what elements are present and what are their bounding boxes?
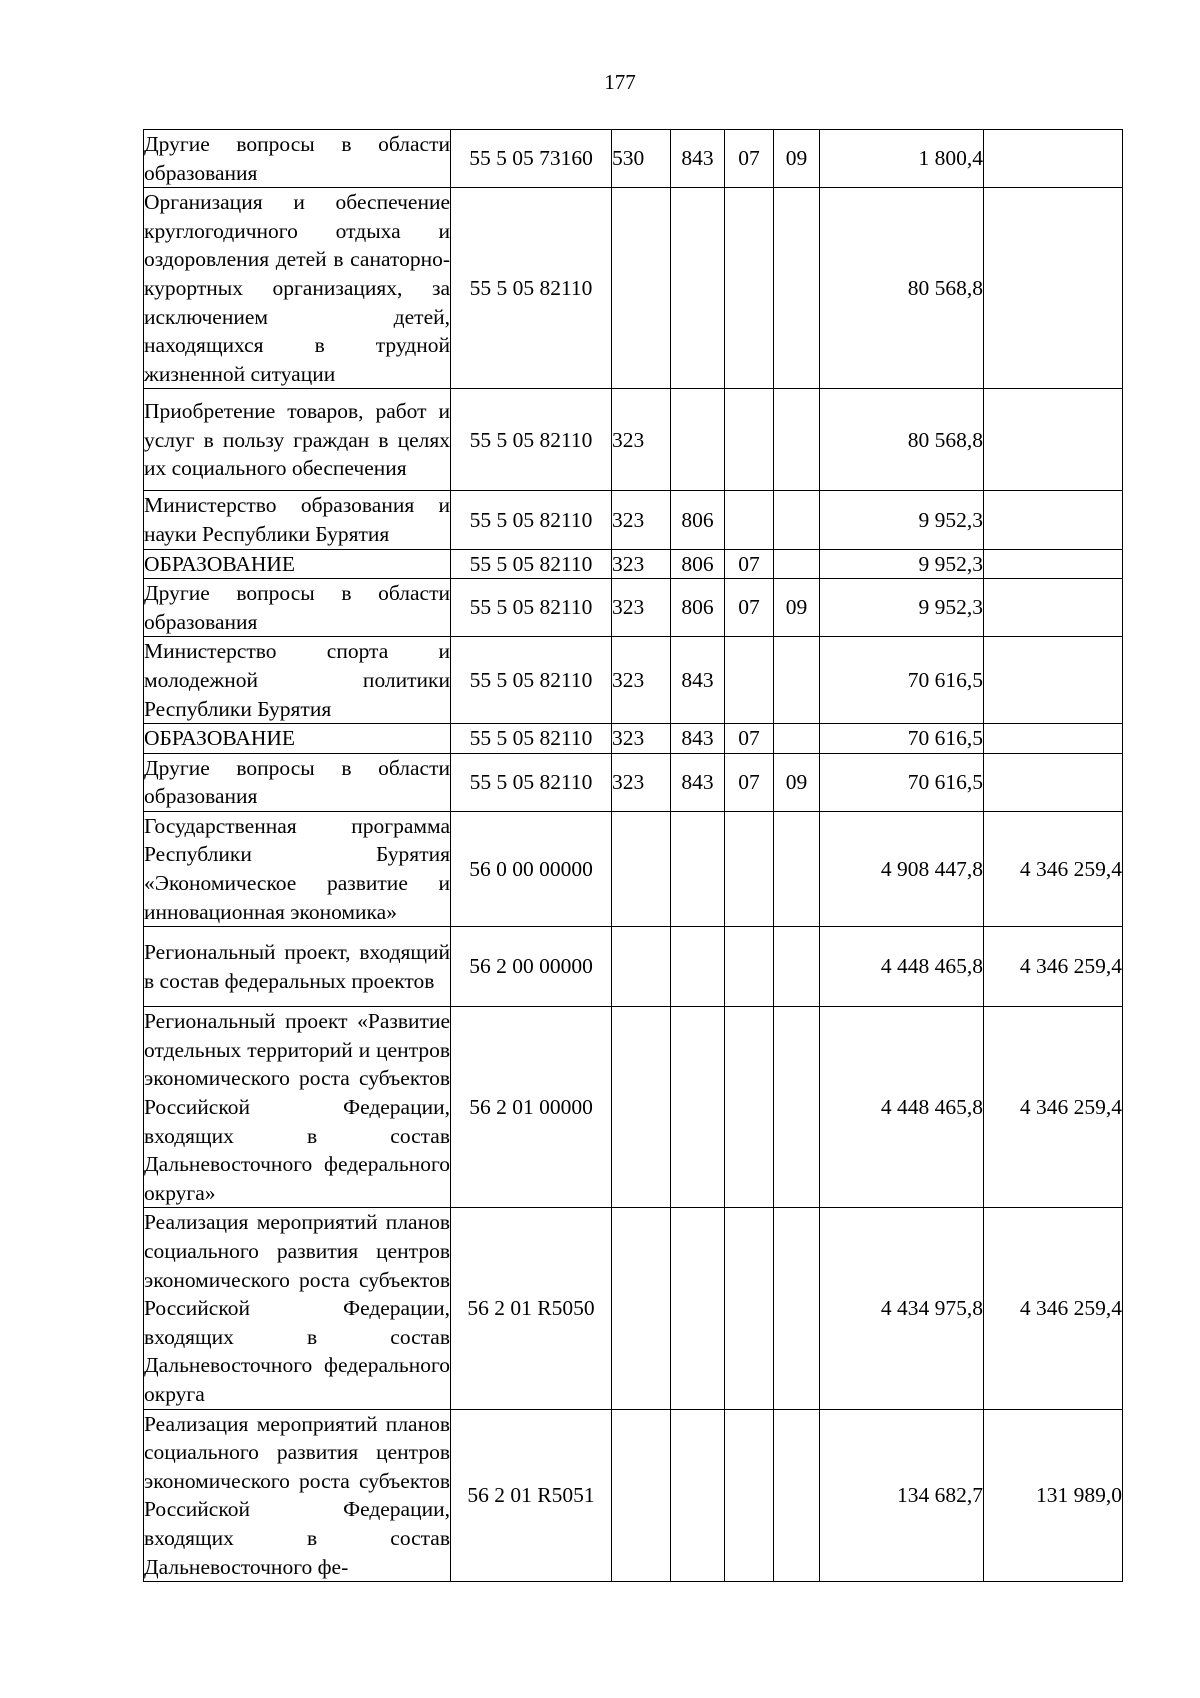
section-cell [725, 1007, 774, 1208]
item-name-cell: Государственная программа Республики Бурятия «Экономическое развитие и инновационная экономика» [144, 811, 451, 926]
item-name-cell: Министерство спорта и молодежной политики Республики Бурятия [144, 637, 451, 724]
table-row [144, 753, 1123, 811]
item-name-cell: Приобретение товаров, работ и услуг в пользу граждан в целях их социального обеспечения [144, 389, 451, 491]
subsection-cell [774, 1208, 820, 1409]
table-row [144, 1208, 1123, 1409]
item-name-cell: Другие вопросы в области образования [144, 130, 451, 188]
item-name-cell: ОБРАЗОВАНИЕ [144, 549, 451, 579]
table-row [144, 637, 1123, 724]
subsection-cell: 09 [774, 753, 820, 811]
section-cell [725, 811, 774, 926]
item-name-cell: Реализация мероприятий планов социального развития центров экономического роста субъектов Российской Федерации, входящих в состав Дальневосточного федерального округа [144, 1208, 451, 1409]
amount-year2-cell [984, 724, 1123, 754]
amount-year2-cell [984, 491, 1123, 549]
table-row [144, 1409, 1123, 1582]
subsection-cell [774, 188, 820, 389]
table-row [144, 549, 1123, 579]
ministry-code-cell [671, 811, 725, 926]
amount-year2-cell: 4 346 259,4 [984, 811, 1123, 926]
budget-table-body [144, 130, 1123, 1582]
subsection-cell [774, 811, 820, 926]
amount-year2-cell [984, 389, 1123, 491]
amount-year2-cell [984, 637, 1123, 724]
amount-year1-cell: 9 952,3 [820, 579, 984, 637]
amount-year2-cell: 131 989,0 [984, 1409, 1123, 1582]
subsection-cell [774, 1007, 820, 1208]
target-code-cell: 55 5 05 82110 [451, 637, 612, 724]
table-row [144, 389, 1123, 491]
expense-type-cell [612, 1409, 671, 1582]
amount-year1-cell: 80 568,8 [820, 389, 984, 491]
table-row [144, 724, 1123, 754]
section-cell [725, 1208, 774, 1409]
section-cell: 07 [725, 549, 774, 579]
item-name-cell: Министерство образования и науки Республики Бурятия [144, 491, 451, 549]
target-code-cell: 55 5 05 82110 [451, 549, 612, 579]
table-row [144, 1007, 1123, 1208]
amount-year1-cell: 4 448 465,8 [820, 1007, 984, 1208]
item-name-cell: Реализация мероприятий планов социального развития центров экономического роста субъектов Российской Федерации, входящих в состав Дальневосточного фе- [144, 1409, 451, 1582]
amount-year1-cell: 80 568,8 [820, 188, 984, 389]
expense-type-cell: 323 [612, 579, 671, 637]
item-name-cell: Региональный проект, входящий в состав федеральных проектов [144, 927, 451, 1007]
amount-year2-cell: 4 346 259,4 [984, 1208, 1123, 1409]
expense-type-cell [612, 927, 671, 1007]
target-code-cell: 56 2 00 00000 [451, 927, 612, 1007]
item-name-cell: Региональный проект «Развитие отдельных территорий и центров экономического роста субъектов Российской Федерации, входящих в состав Дальневосточного федерального округа» [144, 1007, 451, 1208]
amount-year1-cell: 70 616,5 [820, 637, 984, 724]
ministry-code-cell [671, 1208, 725, 1409]
subsection-cell [774, 637, 820, 724]
section-cell [725, 491, 774, 549]
amount-year1-cell: 4 448 465,8 [820, 927, 984, 1007]
amount-year1-cell: 70 616,5 [820, 753, 984, 811]
section-cell [725, 637, 774, 724]
subsection-cell: 09 [774, 579, 820, 637]
section-cell: 07 [725, 130, 774, 188]
amount-year2-cell [984, 188, 1123, 389]
section-cell [725, 927, 774, 1007]
expense-type-cell [612, 1007, 671, 1208]
page-number: 177 [604, 70, 636, 94]
expense-type-cell: 323 [612, 491, 671, 549]
target-code-cell: 55 5 05 82110 [451, 724, 612, 754]
item-name-cell: Организация и обеспечение круглогодичного отдыха и оздоровления детей в санаторно-курортных организациях, за исключением детей, находящихся в трудной жизненной ситуации [144, 188, 451, 389]
ministry-code-cell: 806 [671, 579, 725, 637]
ministry-code-cell [671, 1007, 725, 1208]
table-row [144, 491, 1123, 549]
target-code-cell: 56 2 01 R5051 [451, 1409, 612, 1582]
expense-type-cell: 530 [612, 130, 671, 188]
target-code-cell: 56 0 00 00000 [451, 811, 612, 926]
ministry-code-cell [671, 188, 725, 389]
section-cell [725, 389, 774, 491]
ministry-code-cell: 843 [671, 637, 725, 724]
amount-year1-cell: 9 952,3 [820, 491, 984, 549]
expense-type-cell: 323 [612, 637, 671, 724]
target-code-cell: 55 5 05 73160 [451, 130, 612, 188]
table-row [144, 927, 1123, 1007]
expense-type-cell [612, 188, 671, 389]
ministry-code-cell: 843 [671, 724, 725, 754]
section-cell: 07 [725, 724, 774, 754]
amount-year2-cell [984, 549, 1123, 579]
subsection-cell [774, 549, 820, 579]
subsection-cell [774, 1409, 820, 1582]
target-code-cell: 56 2 01 R5050 [451, 1208, 612, 1409]
expense-type-cell: 323 [612, 724, 671, 754]
amount-year2-cell [984, 130, 1123, 188]
item-name-cell: ОБРАЗОВАНИЕ [144, 724, 451, 754]
amount-year1-cell: 4 434 975,8 [820, 1208, 984, 1409]
amount-year2-cell [984, 753, 1123, 811]
table-row [144, 579, 1123, 637]
ministry-code-cell [671, 927, 725, 1007]
item-name-cell: Другие вопросы в области образования [144, 579, 451, 637]
section-cell: 07 [725, 579, 774, 637]
ministry-code-cell: 843 [671, 130, 725, 188]
subsection-cell [774, 724, 820, 754]
amount-year2-cell: 4 346 259,4 [984, 927, 1123, 1007]
section-cell [725, 188, 774, 389]
subsection-cell [774, 389, 820, 491]
amount-year1-cell: 1 800,4 [820, 130, 984, 188]
table-row [144, 130, 1123, 188]
ministry-code-cell: 843 [671, 753, 725, 811]
expense-type-cell: 323 [612, 753, 671, 811]
subsection-cell: 09 [774, 130, 820, 188]
amount-year1-cell: 70 616,5 [820, 724, 984, 754]
target-code-cell: 55 5 05 82110 [451, 389, 612, 491]
table-row [144, 811, 1123, 926]
amount-year2-cell [984, 579, 1123, 637]
amount-year1-cell: 134 682,7 [820, 1409, 984, 1582]
amount-year2-cell: 4 346 259,4 [984, 1007, 1123, 1208]
item-name-cell: Другие вопросы в области образования [144, 753, 451, 811]
target-code-cell: 55 5 05 82110 [451, 491, 612, 549]
ministry-code-cell: 806 [671, 491, 725, 549]
ministry-code-cell: 806 [671, 549, 725, 579]
amount-year1-cell: 4 908 447,8 [820, 811, 984, 926]
section-cell: 07 [725, 753, 774, 811]
expense-type-cell [612, 1208, 671, 1409]
target-code-cell: 56 2 01 00000 [451, 1007, 612, 1208]
ministry-code-cell [671, 389, 725, 491]
budget-table [143, 129, 1123, 1582]
expense-type-cell [612, 811, 671, 926]
expense-type-cell: 323 [612, 389, 671, 491]
target-code-cell: 55 5 05 82110 [451, 188, 612, 389]
target-code-cell: 55 5 05 82110 [451, 579, 612, 637]
subsection-cell [774, 927, 820, 1007]
section-cell [725, 1409, 774, 1582]
target-code-cell: 55 5 05 82110 [451, 753, 612, 811]
table-row [144, 188, 1123, 389]
amount-year1-cell: 9 952,3 [820, 549, 984, 579]
ministry-code-cell [671, 1409, 725, 1582]
subsection-cell [774, 491, 820, 549]
expense-type-cell: 323 [612, 549, 671, 579]
